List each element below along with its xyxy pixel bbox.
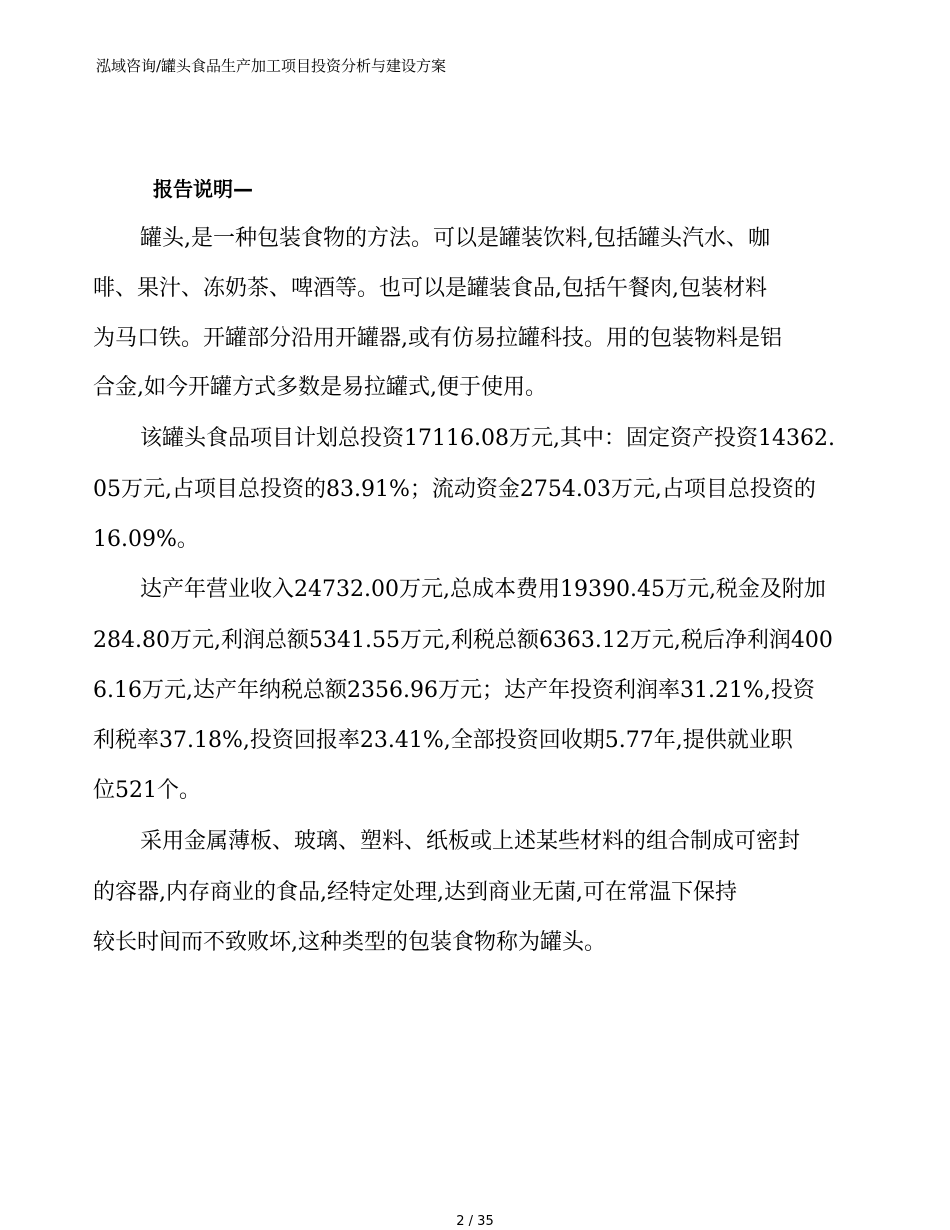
paragraph-3-line-5: 位521个。 — [93, 778, 201, 803]
paragraph-2-line-2: 05万元,占项目总投资的83.91%；流动资金2754.03万元,占项目总投资的 — [93, 477, 816, 502]
paragraph-2-line-1: 该罐头食品项目计划总投资17116.08万元,其中：固定资产投资14362. — [140, 426, 835, 451]
paragraph-1-line-3: 为马口铁。开罐部分沿用开罐器,或有仿易拉罐科技。用的包装物料是铝 — [93, 326, 782, 351]
paragraph-4-line-2: 的容器,内存商业的食品,经特定处理,达到商业无菌,可在常温下保持 — [93, 880, 737, 905]
paragraph-3-line-4: 利税率37.18%,投资回报率23.41%,全部投资回收期5.77年,提供就业职 — [93, 728, 793, 753]
paragraph-3-line-3: 6.16万元,达产年纳税总额2356.96万元；达产年投资利润率31.21%,投资 — [93, 678, 815, 703]
paragraph-1-line-1: 罐头,是一种包装食物的方法。可以是罐装饮料,包括罐头汽水、咖 — [140, 226, 770, 251]
paragraph-3-line-2: 284.80万元,利润总额5341.55万元,利税总额6363.12万元,税后净利润400 — [93, 628, 833, 653]
running-header: 泓域咨询/罐头食品生产加工项目投资分析与建设方案 — [96, 57, 447, 75]
paragraph-4-line-1: 采用金属薄板、玻璃、塑料、纸板或上述某些材料的组合制成可密封 — [140, 829, 801, 854]
paragraph-4-line-3: 较长时间而不致败坏,这种类型的包装食物称为罐头。 — [93, 930, 606, 955]
paragraph-1-line-4: 合金,如今开罐方式多数是易拉罐式,便于使用。 — [93, 375, 547, 400]
section-title: 报告说明— — [153, 177, 253, 201]
paragraph-2-line-3: 16.09%。 — [93, 527, 199, 552]
paragraph-3-line-1: 达产年营业收入24732.00万元,总成本费用19390.45万元,税金及附加 — [140, 577, 826, 602]
page-number: 2 / 35 — [456, 1214, 494, 1229]
paragraph-1-line-2: 啡、果汁、冻奶茶、啤酒等。也可以是罐装食品,包括午餐肉,包装材料 — [93, 276, 767, 301]
